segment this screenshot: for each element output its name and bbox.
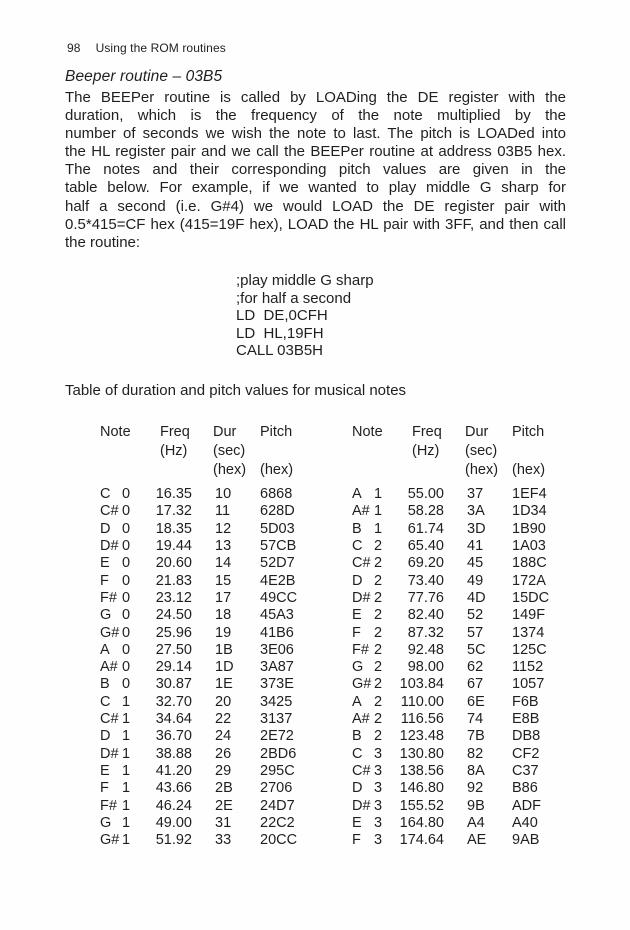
pitch-hex-cell: 49CC [260, 589, 298, 606]
note-letter-cell: F# [100, 589, 117, 606]
note-letter-cell: G# [100, 624, 120, 641]
code-line: LD HL,19FH [236, 324, 324, 342]
note-letter-cell: A [100, 641, 110, 658]
freq-cell: 23.12 [155, 589, 192, 606]
note-octave-cell: 1 [122, 814, 131, 831]
freq-cell: 27.50 [155, 641, 192, 658]
table-row [352, 607, 549, 624]
code-line: ;for half a second [236, 289, 352, 307]
note-octave-cell: 1 [122, 780, 131, 797]
note-octave-cell: 3 [374, 763, 383, 779]
pitch-hex-cell: 5D03 [260, 520, 295, 537]
note-octave-cell: 1 [374, 486, 383, 502]
note-octave-cell: 1 [122, 693, 131, 710]
note-letter-cell: D# [100, 745, 119, 762]
pitch-hex-cell: 172A [512, 572, 546, 589]
freq-cell: 73.40 [407, 572, 444, 589]
table-row [100, 555, 297, 572]
running-header-title: Using the ROM routines [95, 41, 226, 55]
note-octave-cell: 1 [122, 728, 131, 745]
dur-hex-cell: 49 [467, 572, 484, 589]
pitch-hex-cell: 1374 [512, 624, 545, 641]
table-row [100, 711, 297, 728]
freq-cell: 164.80 [399, 814, 444, 831]
note-letter-cell: B [352, 520, 362, 537]
dur-hex-cell: 37 [467, 486, 484, 502]
table-caption: Table of duration and pitch values for musical notes [65, 382, 407, 399]
note-octave-cell: 0 [122, 641, 131, 658]
notes-table-left [100, 486, 297, 850]
note-letter-cell: C# [352, 555, 371, 572]
table-row [100, 676, 297, 693]
code-line: LD DE,0CFH [236, 307, 328, 324]
dur-hex-cell: 31 [215, 814, 232, 831]
pitch-hex-cell: 188C [512, 555, 547, 572]
freq-cell: 32.70 [155, 693, 192, 710]
column-header-pitch: Pitch [512, 424, 545, 440]
note-letter-cell: A# [352, 711, 370, 728]
freq-cell: 123.48 [399, 728, 444, 745]
table-row [352, 503, 549, 520]
freq-cell: 55.00 [407, 486, 444, 502]
note-letter-cell: C [352, 537, 363, 554]
paragraph-line: number of seconds we wish the note to last. The pitch is LOADed into [65, 125, 566, 143]
dur-hex-cell: 3A [467, 503, 485, 520]
dur-hex-cell: 1B [215, 641, 233, 658]
note-letter-cell: D [352, 780, 363, 797]
page-number: 98 [67, 41, 81, 55]
table-row [100, 521, 297, 538]
note-octave-cell: 0 [122, 520, 131, 537]
table-row [352, 763, 549, 780]
dur-hex-cell: 13 [215, 537, 232, 554]
table-row [352, 815, 549, 832]
pitch-hex-cell: 20CC [260, 832, 298, 849]
dur-hex-cell: 17 [215, 589, 232, 606]
table-row [100, 728, 297, 745]
pitch-hex-cell: 2E72 [260, 728, 294, 745]
note-letter-cell: F# [352, 641, 369, 658]
dur-hex-cell: 2B [215, 780, 233, 797]
pitch-hex-cell: E8B [512, 711, 540, 728]
pitch-hex-cell: 295C [260, 763, 295, 779]
dur-hex-cell: 14 [215, 555, 232, 572]
freq-cell: 77.76 [407, 589, 444, 606]
freq-cell: 34.64 [155, 711, 192, 728]
pitch-hex-cell: 2706 [260, 780, 293, 797]
dur-hex-cell: 22 [215, 711, 232, 728]
note-octave-cell: 1 [122, 832, 131, 849]
freq-cell: 20.60 [155, 555, 192, 572]
note-octave-cell: 1 [374, 520, 383, 537]
pitch-hex-cell: 41B6 [260, 624, 294, 641]
dur-hex-cell: 4D [467, 589, 486, 606]
note-octave-cell: 2 [374, 572, 383, 589]
note-octave-cell: 2 [374, 607, 383, 624]
freq-cell: 116.56 [400, 711, 444, 728]
table-row [352, 694, 549, 711]
dur-hex-cell: 12 [215, 520, 232, 537]
table-row [100, 798, 297, 815]
table-row [352, 676, 549, 693]
column-header-dur: Dur [465, 424, 489, 440]
column-header-pitch-hex: (hex) [512, 462, 546, 478]
note-letter-cell: E [352, 814, 362, 831]
note-octave-cell: 0 [122, 589, 131, 606]
pitch-hex-cell: B86 [512, 780, 538, 797]
dur-hex-cell: 18 [215, 607, 232, 624]
note-octave-cell: 1 [374, 503, 383, 520]
pitch-hex-cell: 4E2B [260, 572, 296, 589]
freq-cell: 130.80 [399, 745, 444, 762]
freq-cell: 30.87 [155, 676, 192, 693]
note-letter-cell: B [352, 728, 362, 745]
freq-cell: 69.20 [407, 555, 444, 572]
pitch-hex-cell: 3425 [260, 693, 293, 710]
note-octave-cell: 1 [122, 711, 131, 728]
table-row [352, 642, 549, 659]
freq-cell: 82.40 [407, 607, 444, 624]
pitch-hex-cell: 57CB [260, 537, 297, 554]
column-header-freq: Freq [412, 424, 442, 440]
table-row [352, 832, 549, 849]
pitch-hex-cell: DB8 [512, 728, 541, 745]
note-letter-cell: G [100, 814, 112, 831]
note-octave-cell: 2 [374, 693, 383, 710]
dur-hex-cell: 20 [215, 693, 232, 710]
pitch-hex-cell: 628D [260, 503, 295, 520]
note-octave-cell: 2 [374, 728, 383, 745]
note-letter-cell: A# [352, 503, 370, 520]
note-letter-cell: D [352, 572, 363, 589]
note-octave-cell: 0 [122, 607, 131, 624]
pitch-hex-cell: F6B [512, 693, 539, 710]
dur-hex-cell: 19 [215, 624, 232, 641]
freq-cell: 25.96 [155, 624, 192, 641]
dur-hex-cell: 6E [467, 693, 485, 710]
pitch-hex-cell: 3A87 [260, 659, 294, 676]
code-line: ;play middle G sharp [236, 272, 374, 289]
note-octave-cell: 2 [374, 555, 383, 572]
dur-hex-cell: 10 [215, 486, 232, 502]
freq-cell: 49.00 [155, 814, 192, 831]
pitch-hex-cell: ADF [512, 797, 541, 814]
note-letter-cell: A# [100, 659, 118, 676]
table-header-left [100, 424, 315, 486]
pitch-hex-cell: 9AB [512, 832, 540, 849]
table-row [100, 659, 297, 676]
pitch-hex-cell: 1A03 [512, 537, 546, 554]
table-row [100, 832, 297, 849]
table-row [100, 503, 297, 520]
pitch-hex-cell: 125C [512, 641, 547, 658]
freq-cell: 38.88 [155, 745, 192, 762]
notes-table-right [352, 486, 549, 850]
note-octave-cell: 0 [122, 486, 131, 502]
note-letter-cell: B [100, 676, 110, 693]
freq-cell: 65.40 [407, 537, 444, 554]
pitch-hex-cell: 3137 [260, 711, 293, 728]
running-header [67, 41, 226, 55]
dur-hex-cell: 41 [467, 537, 484, 554]
freq-cell: 17.32 [155, 503, 192, 520]
freq-cell: 24.50 [155, 607, 192, 624]
table-row [100, 607, 297, 624]
dur-hex-cell: 24 [215, 728, 232, 745]
paragraph-line: the HL register pair and we call the BEEPer routine at address 03B5 hex. [65, 143, 566, 161]
freq-cell: 21.83 [155, 572, 192, 589]
dur-hex-cell: 74 [467, 711, 484, 728]
note-octave-cell: 3 [374, 814, 383, 831]
freq-cell: 41.20 [155, 763, 192, 779]
note-letter-cell: F [352, 832, 361, 849]
column-header-pitch-hex: (hex) [260, 462, 294, 478]
note-letter-cell: E [100, 763, 110, 779]
pitch-hex-cell: 373E [260, 676, 294, 693]
freq-cell: 58.28 [407, 503, 444, 520]
dur-hex-cell: 11 [215, 503, 231, 520]
note-octave-cell: 1 [122, 745, 131, 762]
paragraph-line: The BEEPer routine is called by LOADing the DE register with the [65, 89, 566, 106]
table-header-right [352, 424, 567, 486]
pitch-hex-cell: 2BD6 [260, 745, 297, 762]
note-octave-cell: 0 [122, 555, 131, 572]
pitch-hex-cell: 22C2 [260, 814, 295, 831]
note-letter-cell: D [100, 520, 111, 537]
dur-hex-cell: 1D [215, 659, 234, 676]
note-letter-cell: G# [352, 676, 372, 693]
note-letter-cell: G [100, 607, 112, 624]
note-letter-cell: C# [100, 711, 119, 728]
dur-hex-cell: 2E [215, 797, 233, 814]
note-octave-cell: 3 [374, 745, 383, 762]
column-header-dur-unit: (sec) [213, 443, 246, 459]
paragraph-line: The notes and their corresponding pitch values are given in the [65, 161, 566, 179]
note-letter-cell: F# [100, 797, 117, 814]
freq-cell: 138.56 [399, 763, 444, 779]
dur-hex-cell: 1E [215, 676, 233, 693]
note-letter-cell: C [100, 693, 111, 710]
table-row [100, 694, 297, 711]
pitch-hex-cell: 6868 [260, 486, 293, 502]
pitch-hex-cell: 15DC [512, 589, 550, 606]
note-octave-cell: 2 [374, 537, 383, 554]
dur-hex-cell: AE [467, 832, 487, 849]
note-letter-cell: G [352, 659, 364, 676]
note-letter-cell: C [100, 486, 111, 502]
table-row [100, 625, 297, 642]
table-row [352, 711, 549, 728]
dur-hex-cell: 52 [467, 607, 484, 624]
freq-cell: 51.92 [155, 832, 192, 849]
dur-hex-cell: 62 [467, 659, 484, 676]
note-letter-cell: C [352, 745, 363, 762]
table-row [100, 486, 297, 503]
note-octave-cell: 2 [374, 676, 383, 693]
dur-hex-cell: 57 [467, 624, 484, 641]
pitch-hex-cell: CF2 [512, 745, 540, 762]
dur-hex-cell: 15 [215, 572, 232, 589]
dur-hex-cell: 9B [467, 797, 485, 814]
note-letter-cell: D# [100, 537, 119, 554]
section-title: Beeper routine – 03B5 [65, 68, 223, 85]
note-octave-cell: 2 [374, 711, 383, 728]
table-row [100, 590, 297, 607]
column-header-freq: Freq [160, 424, 190, 440]
column-header-pitch: Pitch [260, 424, 293, 440]
freq-cell: 43.66 [155, 780, 192, 797]
note-octave-cell: 2 [374, 659, 383, 676]
body-paragraph [65, 89, 566, 252]
table-row [100, 642, 297, 659]
column-header-note: Note [100, 424, 131, 440]
table-row [352, 573, 549, 590]
dur-hex-cell: 3D [467, 520, 486, 537]
pitch-hex-cell: 24D7 [260, 797, 295, 814]
table-row [100, 538, 297, 555]
table-row [100, 746, 297, 763]
pitch-hex-cell: 45A3 [260, 607, 294, 624]
column-header-dur-unit: (sec) [465, 443, 498, 459]
table-row [352, 746, 549, 763]
freq-cell: 155.52 [399, 797, 444, 814]
pitch-hex-cell: 1D34 [512, 503, 547, 520]
note-octave-cell: 0 [122, 503, 131, 520]
note-octave-cell: 1 [122, 797, 131, 814]
column-header-freq-unit: (Hz) [160, 443, 188, 459]
freq-cell: 61.74 [407, 520, 444, 537]
code-line: CALL 03B5H [236, 342, 323, 359]
table-row [352, 625, 549, 642]
freq-cell: 103.84 [399, 676, 444, 693]
note-letter-cell: F [100, 572, 109, 589]
dur-hex-cell: 45 [467, 555, 484, 572]
table-row [100, 780, 297, 797]
note-letter-cell: F [352, 624, 361, 641]
note-octave-cell: 0 [122, 659, 131, 676]
dur-hex-cell: A4 [467, 814, 485, 831]
freq-cell: 110.00 [400, 693, 444, 710]
freq-cell: 174.64 [399, 832, 444, 849]
dur-hex-cell: 29 [215, 763, 232, 779]
table-row [352, 521, 549, 538]
table-row [352, 780, 549, 797]
pitch-hex-cell: A40 [512, 814, 538, 831]
note-letter-cell: D# [352, 797, 371, 814]
freq-cell: 29.14 [155, 659, 192, 676]
note-letter-cell: C# [352, 763, 371, 779]
note-octave-cell: 3 [374, 797, 383, 814]
freq-cell: 36.70 [155, 728, 192, 745]
note-letter-cell: C# [100, 503, 119, 520]
pitch-hex-cell: C37 [512, 763, 539, 779]
freq-cell: 19.44 [155, 537, 192, 554]
note-octave-cell: 3 [374, 832, 383, 849]
dur-hex-cell: 26 [215, 745, 232, 762]
note-octave-cell: 3 [374, 780, 383, 797]
dur-hex-cell: 82 [467, 745, 484, 762]
table-row [352, 486, 549, 503]
paragraph-line: duration, which is the frequency of the note multiplied by the [65, 107, 566, 125]
dur-hex-cell: 92 [467, 780, 484, 797]
dur-hex-cell: 5C [467, 641, 486, 658]
freq-cell: 46.24 [155, 797, 192, 814]
note-octave-cell: 2 [374, 624, 383, 641]
freq-cell: 87.32 [407, 624, 444, 641]
column-header-dur-hex: (hex) [213, 462, 247, 478]
dur-hex-cell: 7B [467, 728, 485, 745]
assembly-code-block [236, 272, 374, 360]
paragraph-line: table below. For example, if we wanted to play middle G sharp for [65, 179, 566, 197]
freq-cell: 18.35 [155, 520, 192, 537]
note-letter-cell: E [352, 607, 362, 624]
dur-hex-cell: 8A [467, 763, 485, 779]
freq-cell: 146.80 [399, 780, 444, 797]
dur-hex-cell: 67 [467, 676, 484, 693]
note-letter-cell: A [352, 693, 362, 710]
note-letter-cell: G# [100, 832, 120, 849]
pitch-hex-cell: 1EF4 [512, 486, 547, 502]
note-letter-cell: D# [352, 589, 371, 606]
table-row [352, 538, 549, 555]
column-header-note: Note [352, 424, 383, 440]
table-row [352, 659, 549, 676]
note-letter-cell: A [352, 486, 362, 502]
column-header-dur-hex: (hex) [465, 462, 499, 478]
paragraph-line: half a second (i.e. G#4) we would LOAD the DE register pair with [65, 197, 566, 215]
note-octave-cell: 2 [374, 641, 383, 658]
table-row [352, 798, 549, 815]
table-row [352, 728, 549, 745]
note-octave-cell: 1 [122, 763, 131, 779]
table-row [100, 573, 297, 590]
note-letter-cell: D [100, 728, 111, 745]
pitch-hex-cell: 1152 [512, 659, 544, 676]
note-octave-cell: 0 [122, 624, 131, 641]
freq-cell: 98.00 [407, 659, 444, 676]
paragraph-line: the routine: [65, 233, 141, 251]
paragraph-line: 0.5*415=CF hex (415=19F hex), LOAD the HL pair with 3FF, and then call [65, 215, 566, 233]
note-letter-cell: F [100, 780, 109, 797]
pitch-hex-cell: 149F [512, 607, 546, 624]
column-header-dur: Dur [213, 424, 237, 440]
column-header-freq-unit: (Hz) [412, 443, 440, 459]
freq-cell: 16.35 [155, 486, 192, 502]
pitch-hex-cell: 1057 [512, 676, 545, 693]
freq-cell: 92.48 [407, 641, 444, 658]
note-letter-cell: E [100, 555, 110, 572]
pitch-hex-cell: 1B90 [512, 520, 546, 537]
table-row [352, 590, 549, 607]
note-octave-cell: 0 [122, 676, 131, 693]
pitch-hex-cell: 3E06 [260, 641, 294, 658]
pitch-hex-cell: 52D7 [260, 555, 295, 572]
note-octave-cell: 0 [122, 537, 131, 554]
dur-hex-cell: 33 [215, 832, 232, 849]
table-row [100, 763, 297, 780]
table-row [100, 815, 297, 832]
note-octave-cell: 0 [122, 572, 131, 589]
table-row [352, 555, 549, 572]
note-octave-cell: 2 [374, 589, 383, 606]
